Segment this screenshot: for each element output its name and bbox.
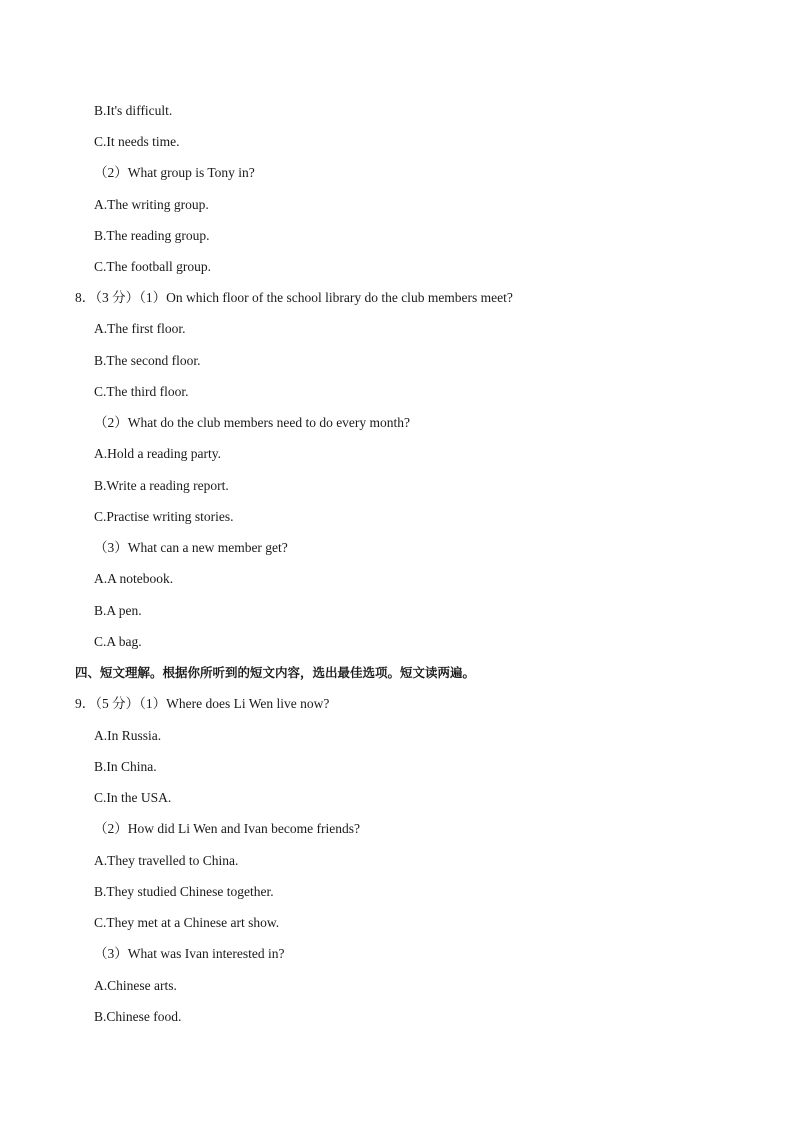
option-b-reading-group: B.The reading group. [94,228,210,243]
option-b-reading-report: B.Write a reading report. [94,478,229,493]
option-b-difficult: B.It's difficult. [94,103,173,118]
option-c-art-show: C.They met at a Chinese art show. [94,915,280,930]
section-heading-4: 四、短文理解。根据你所听到的短文内容，选出最佳选项。短文读两遍。 [75,665,476,680]
subquestion-2-every-month: （2）What do the club members need to do every month? [94,415,411,430]
option-c-football-group: C.The football group. [94,259,211,274]
option-b-pen: B.A pen. [94,603,142,618]
question-9: 9．（5 分）（1）Where does Li Wen live now? [75,696,330,711]
option-b-studied-chinese: B.They studied Chinese together. [94,884,274,899]
option-c-usa: C.In the USA. [94,790,172,805]
subquestion-2-tony-group: （2）What group is Tony in? [94,165,255,180]
option-c-writing-stories: C.Practise writing stories. [94,509,234,524]
option-b-second-floor: B.The second floor. [94,353,201,368]
subquestion-3-ivan-interest: （3）What was Ivan interested in? [94,946,285,961]
option-a-travelled: A.They travelled to China. [94,853,239,868]
subquestion-3-new-member: （3）What can a new member get? [94,540,288,555]
option-a-russia: A.In Russia. [94,728,162,743]
option-a-first-floor: A.The first floor. [94,321,186,336]
option-c-third-floor: C.The third floor. [94,384,189,399]
option-c-needs-time: C.It needs time. [94,134,180,149]
option-c-bag: C.A bag. [94,634,142,649]
subquestion-2-become-friends: （2）How did Li Wen and Ivan become friends? [94,821,360,836]
option-b-chinese-food: B.Chinese food. [94,1009,182,1024]
option-a-writing-group: A.The writing group. [94,197,209,212]
option-b-china: B.In China. [94,759,157,774]
option-a-reading-party: A.Hold a reading party. [94,446,221,461]
option-a-chinese-arts: A.Chinese arts. [94,978,177,993]
question-8: 8．（3 分）（1）On which floor of the school library do the club members meet? [75,290,513,305]
option-a-notebook: A.A notebook. [94,571,174,586]
